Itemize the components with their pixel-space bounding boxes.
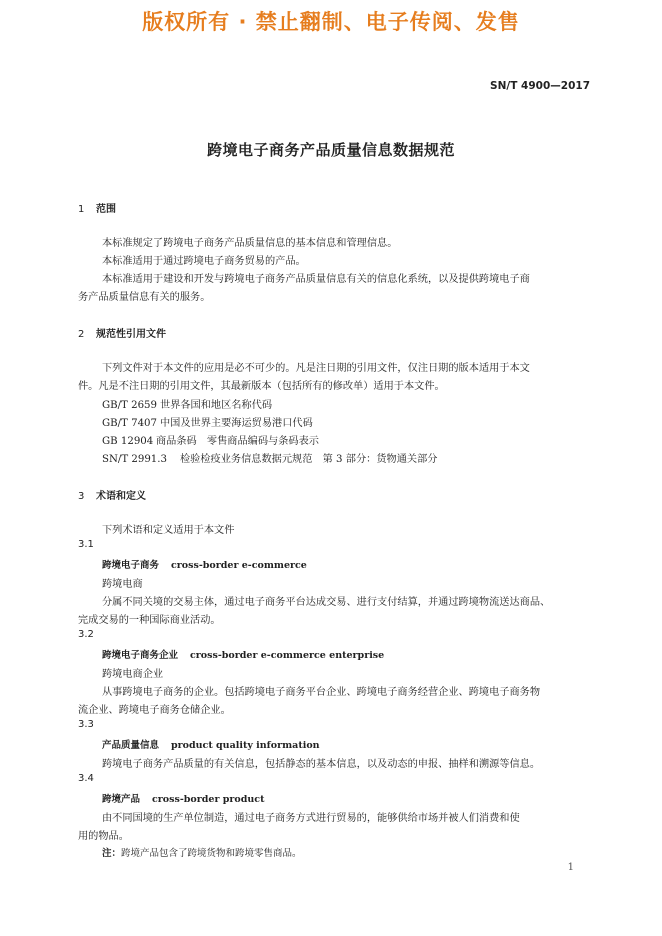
- clause-number: 3.2: [78, 629, 94, 640]
- reference-code: GB 12904: [102, 436, 154, 447]
- note-label: 注：: [102, 848, 122, 859]
- section-number: 3: [78, 491, 85, 502]
- term-definition: 由不同国境的生产单位制造，通过电子商务方式进行贸易的，能够供给市场并被人们消费和使: [102, 813, 520, 824]
- term-zh: 跨境电子商务企业: [102, 650, 179, 661]
- term-zh: 跨境电子商务: [102, 560, 160, 571]
- reference-code: GB/T 2659: [102, 400, 158, 411]
- clause-number: 3.1: [78, 539, 94, 550]
- paragraph: 下列文件对于本文件的应用是必不可少的。凡是注日期的引用文件，仅注日期的版本适用于本文: [102, 363, 530, 374]
- reference-item: [102, 432, 319, 447]
- reference-item: [102, 450, 437, 465]
- reference-title: 检验检疫业务信息数据元规范 第 3 部分：货物通关部分: [180, 454, 438, 465]
- term-heading: [102, 557, 307, 571]
- clause-number: 3.4: [78, 773, 94, 784]
- reference-item: [102, 396, 272, 411]
- term-en: product quality information: [171, 740, 320, 751]
- term-heading: [102, 647, 384, 661]
- term-definition-continuation: 完成交易的一种国际商业活动。: [78, 615, 221, 626]
- clause-number: 3.3: [78, 719, 94, 730]
- document-number: SN/T 4900—2017: [490, 80, 590, 92]
- term-heading: [102, 791, 264, 805]
- section-title: 规范性引用文件: [96, 329, 166, 340]
- term-definition: 分属不同关境的交易主体，通过电子商务平台达成交易、进行支付结算，并通过跨境物流送达商品、: [102, 597, 551, 608]
- reference-code: GB/T 7407: [102, 418, 158, 429]
- note-text: 跨境产品包含了跨境货物和跨境零售商品。: [121, 848, 302, 859]
- term-definition-continuation: 流企业、跨境电子商务仓储企业。: [78, 705, 231, 716]
- page-title: 跨境电子商务产品质量信息数据规范: [206, 141, 455, 159]
- term-alias: 跨境电商: [102, 579, 143, 590]
- section-number: 2: [78, 329, 85, 340]
- term-en: cross-border e-commerce enterprise: [190, 650, 385, 661]
- paragraph: 本标准适用于建设和开发与跨境电子商务产品质量信息有关的信息化系统，以及提供跨境电子商: [102, 274, 530, 285]
- term-definition-continuation: 用的物品。: [78, 831, 129, 842]
- reference-title: 中国及世界主要海运贸易港口代码: [160, 418, 313, 429]
- paragraph-continuation: 务产品质量信息有关的服务。: [78, 292, 211, 303]
- reference-item: [102, 414, 313, 429]
- section-title: 范围: [96, 204, 116, 215]
- paragraph: 本标准适用于通过跨境电子商务贸易的产品。: [102, 256, 306, 267]
- section-1-heading: [78, 200, 116, 215]
- paragraph: 下列术语和定义适用于本文件: [102, 525, 235, 536]
- term-zh: 产品质量信息: [102, 740, 160, 751]
- reference-title: 商品条码 零售商品编码与条码表示: [156, 436, 319, 447]
- term-zh: 跨境产品: [102, 794, 141, 805]
- watermark-banner: 版权所有 · 禁止翻制、电子传阅、发售: [142, 10, 520, 34]
- page-number: 1: [567, 862, 574, 873]
- term-en: cross-border product: [152, 794, 265, 805]
- section-3-heading: [78, 487, 146, 502]
- reference-code: SN/T 2991.3: [102, 454, 168, 465]
- term-definition: 跨境电子商务产品质量的有关信息，包括静态的基本信息，以及动态的申报、抽样和溯源等信息。: [102, 759, 541, 770]
- paragraph: 本标准规定了跨境电子商务产品质量信息的基本信息和管理信息。: [102, 238, 398, 249]
- paragraph-continuation: 件。凡是不注日期的引用文件，其最新版本（包括所有的修改单）适用于本文件。: [78, 381, 445, 392]
- term-en: cross-border e-commerce: [171, 560, 307, 571]
- section-2-heading: [78, 325, 166, 340]
- section-number: 1: [78, 204, 85, 215]
- reference-title: 世界各国和地区名称代码: [160, 400, 273, 411]
- term-heading: [102, 737, 320, 751]
- term-alias: 跨境电商企业: [102, 669, 164, 680]
- term-note: [102, 845, 302, 859]
- section-title: 术语和定义: [96, 491, 146, 502]
- term-definition: 从事跨境电子商务的企业。包括跨境电子商务平台企业、跨境电子商务经营企业、跨境电子商务物: [102, 687, 541, 698]
